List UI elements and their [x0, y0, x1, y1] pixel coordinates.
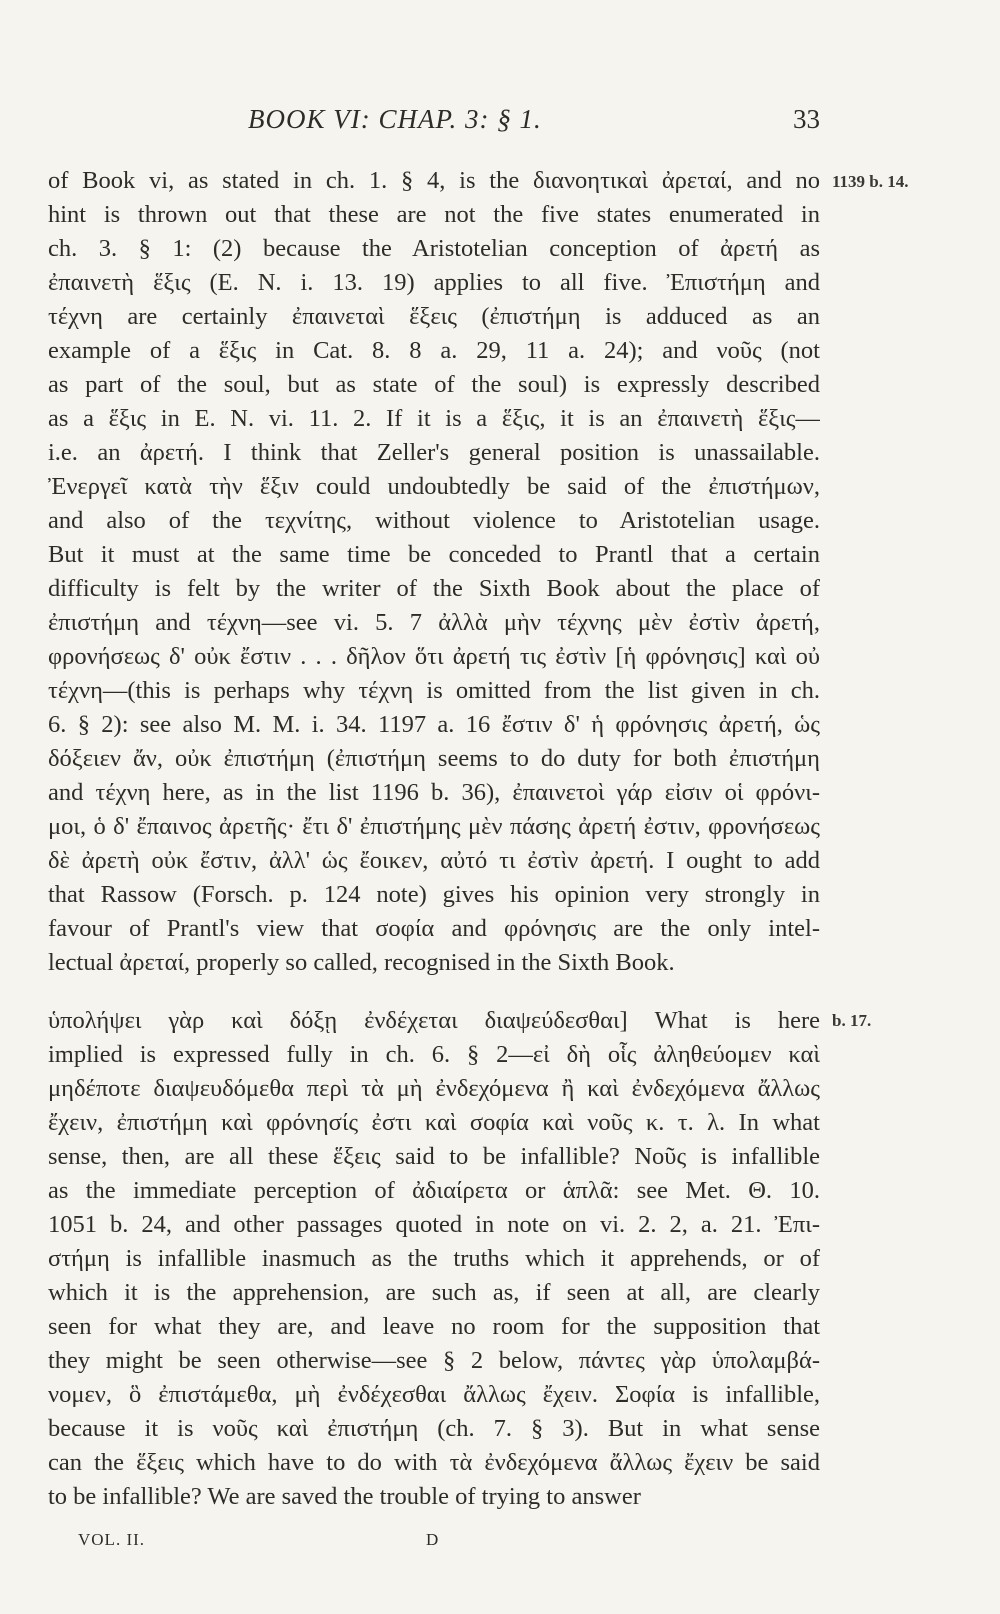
- text-line: of Book vi, as stated in ch. 1. § 4, is the διανοητικαὶ ἀρεταί, and no: [48, 167, 820, 194]
- text-line: ch. 3. § 1: (2) because the Aristotelian conception of ἀρετή as: [48, 235, 820, 262]
- margin-reference: 1139 b. 14.: [832, 172, 909, 191]
- page-number: 33: [793, 104, 820, 134]
- text-line: 6. § 2): see also M. M. i. 34. 1197 a. 16 ἔστιν δ' ἡ φρόνησις ἀρετή, ὡς: [48, 711, 820, 738]
- text-line: δὲ ἀρετὴ οὐκ ἔστιν, ἀλλ' ὡς ἔοικεν, αὐτό τι ἐστὶν ἀρετή. I ought to add: [48, 847, 820, 874]
- text-line: ἐπαινετὴ ἕξις (E. N. i. 13. 19) applies to all five. Ἐπιστήμη and: [48, 269, 820, 296]
- text-line: and also of the τεχνίτης, without violence to Aristotelian usage.: [48, 507, 820, 534]
- text-line: φρονήσεως δ' οὐκ ἔστιν . . . δῆλον ὅτι ἀρετή τις ἐστὶν [ἡ φρόνησις] καὶ οὐ: [48, 643, 820, 670]
- text-line: But it must at the same time be conceded to Prantl that a certain: [48, 541, 820, 568]
- text-line: ὑπολήψει γὰρ καὶ δόξῃ ἐνδέχεται διαψεύδεσθαι] What is here: [48, 1007, 820, 1034]
- text-line: that Rassow (Forsch. p. 124 note) gives his opinion very strongly in: [48, 881, 820, 908]
- text-line: νομεν, ὃ ἐπιστάμεθα, μὴ ἐνδέχεσθαι ἄλλως ἔχειν. Σοφία is infallible,: [48, 1381, 820, 1408]
- text-line: τέχνη—(this is perhaps why τέχνη is omitted from the list given in ch.: [48, 677, 820, 704]
- text-line: Ἐνεργεῖ κατὰ τὴν ἕξιν could undoubtedly be said of the ἐπιστήμων,: [48, 473, 820, 500]
- text-line: as part of the soul, but as state of the soul) is expressly described: [48, 371, 820, 398]
- text-line: 1051 b. 24, and other passages quoted in note on vi. 2. 2, a. 21. Ἐπι-: [48, 1211, 820, 1238]
- margin-reference: b. 17.: [832, 1011, 872, 1030]
- running-header: [48, 104, 820, 144]
- paragraph: [48, 164, 820, 980]
- paragraph: [48, 1004, 820, 1514]
- text-line: ἔχειν, ἐπιστήμη καὶ φρόνησίς ἐστι καὶ σοφία καὶ νοῦς κ. τ. λ. In what: [48, 1109, 820, 1136]
- text-line: because it is νοῦς καὶ ἐπιστήμη (ch. 7. § 3). But in what sense: [48, 1415, 820, 1442]
- text-line: i.e. an ἀρετή. I think that Zeller's general position is unassailable.: [48, 439, 820, 466]
- text-line: example of a ἕξις in Cat. 8. 8 a. 29, 11 a. 24); and νοῦς (not: [48, 337, 820, 364]
- text-line: implied is expressed fully in ch. 6. § 2—εἰ δὴ οἷς ἀληθεύομεν καὶ: [48, 1041, 820, 1068]
- text-line: to be infallible? We are saved the trouble of trying to answer: [48, 1483, 641, 1510]
- running-title: BOOK VI: CHAP. 3: § 1.: [248, 104, 542, 134]
- text-line: τέχνη are certainly ἐπαινεταὶ ἕξεις (ἐπιστήμη is adduced as an: [48, 303, 820, 330]
- text-line: ἐπιστήμη and τέχνη—see vi. 5. 7 ἀλλὰ μὴν τέχνης μὲν ἐστὶν ἀρετή,: [48, 609, 820, 636]
- text-line: as the immediate perception of ἀδιαίρετα or ἁπλᾶ: see Met. Θ. 10.: [48, 1177, 820, 1204]
- text-line: can the ἕξεις which have to do with τὰ ἐνδεχόμενα ἄλλως ἔχειν be said: [48, 1449, 820, 1476]
- text-line: difficulty is felt by the writer of the Sixth Book about the place of: [48, 575, 820, 602]
- text-line: and τέχνη here, as in the list 1196 b. 36), ἐπαινετοὶ γάρ εἰσιν οἱ φρόνι-: [48, 779, 820, 806]
- text-line: they might be seen otherwise—see § 2 below, πάντες γὰρ ὑπολαμβά-: [48, 1347, 820, 1374]
- text-line: hint is thrown out that these are not the five states enumerated in: [48, 201, 820, 228]
- text-line: which it is the apprehension, are such as, if seen at all, are clearly: [48, 1279, 820, 1306]
- text-line: lectual ἀρεταί, properly so called, recognised in the Sixth Book.: [48, 949, 675, 976]
- text-line: μοι, ὁ δ' ἔπαινος ἀρετῆς· ἔτι δ' ἐπιστήμης μὲν πάσης ἀρετή ἐστιν, φρονήσεως: [48, 813, 820, 840]
- page-footer: [78, 1530, 578, 1554]
- text-line: as a ἕξις in E. N. vi. 11. 2. If it is a ἕξις, it is an ἐπαινετὴ ἕξις—: [48, 405, 820, 432]
- text-line: δόξειεν ἄν, οὐκ ἐπιστήμη (ἐπιστήμη seems to do duty for both ἐπιστήμη: [48, 745, 820, 772]
- text-line: seen for what they are, and leave no room for the supposition that: [48, 1313, 820, 1340]
- signature-mark: D: [426, 1530, 440, 1549]
- text-line: μηδέποτε διαψευδόμεθα περὶ τὰ μὴ ἐνδεχόμενα ἢ καὶ ἐνδεχόμενα ἄλλως: [48, 1075, 820, 1102]
- text-line: sense, then, are all these ἕξεις said to be infallible? Νοῦς is infallible: [48, 1143, 820, 1170]
- text-line: favour of Prantl's view that σοφία and φρόνησις are the only intel-: [48, 915, 820, 942]
- text-line: στήμη is infallible inasmuch as the truths which it apprehends, or of: [48, 1245, 820, 1272]
- volume-label: VOL. II.: [78, 1530, 146, 1549]
